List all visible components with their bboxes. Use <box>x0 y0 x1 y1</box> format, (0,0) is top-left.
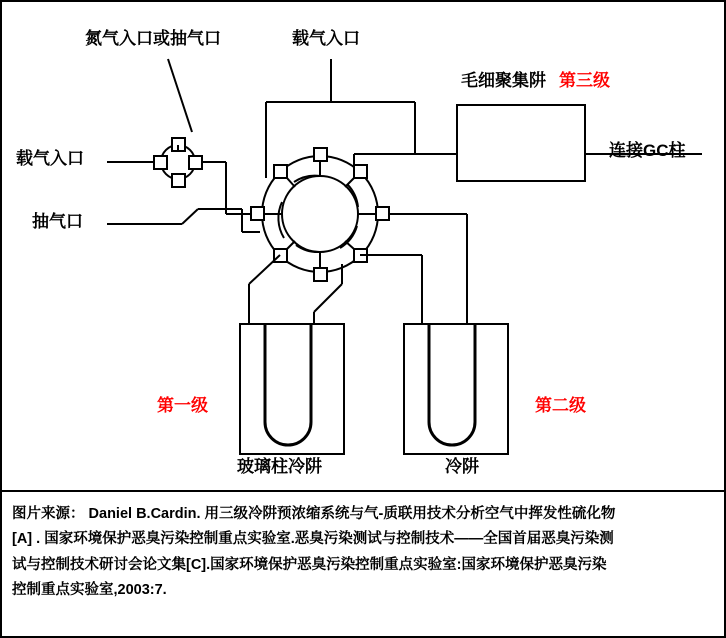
label-nitrogen-inlet: 氮气入口或抽气口 <box>85 29 221 48</box>
caption-line-3: 试与控制技术研讨会论文集[C].国家环境保护恶臭污染控制重点实验室:国家环境保护恶臭污染 <box>12 556 607 573</box>
label-stage-three: 第三级 <box>559 71 610 90</box>
nitrogen-leader-line <box>168 59 192 132</box>
label-pump-outlet-left: 抽气口 <box>32 212 83 231</box>
label-cold-trap: 冷阱 <box>445 457 479 476</box>
label-stage-two: 第二级 <box>535 396 586 415</box>
capillary-focuser-box <box>457 105 585 181</box>
label-carrier-gas-inlet-left: 载气入口 <box>16 149 84 168</box>
label-carrier-gas-inlet-top: 载气入口 <box>292 29 360 48</box>
valve-system-diagram <box>2 2 724 492</box>
caption-line-2: [A] . 国家环境保护恶臭污染控制重点实验室.恶臭污染测试与控制技术——全国首届恶臭污染测 <box>12 531 614 548</box>
label-gc-column: 连接GC柱 <box>609 141 686 160</box>
label-capillary-focuser: 毛细聚集阱 <box>461 71 546 90</box>
figure-caption <box>2 494 724 636</box>
label-glass-cold-trap: 玻璃柱冷阱 <box>237 457 322 476</box>
diagram-svg <box>2 2 724 492</box>
label-stage-one: 第一级 <box>157 396 208 415</box>
caption-line-1: 图片来源： Daniel B.Cardin. 用三级冷阱预浓缩系统与气-质联用技术分析空气中挥发性硫化物 <box>12 506 616 522</box>
stage1-dewar-box <box>240 324 344 454</box>
stage2-dewar-box <box>404 324 508 454</box>
valve-inner-ring <box>282 176 358 252</box>
caption-line-4: 控制重点实验室,2003:7. <box>12 582 167 599</box>
caption-divider <box>2 490 724 492</box>
